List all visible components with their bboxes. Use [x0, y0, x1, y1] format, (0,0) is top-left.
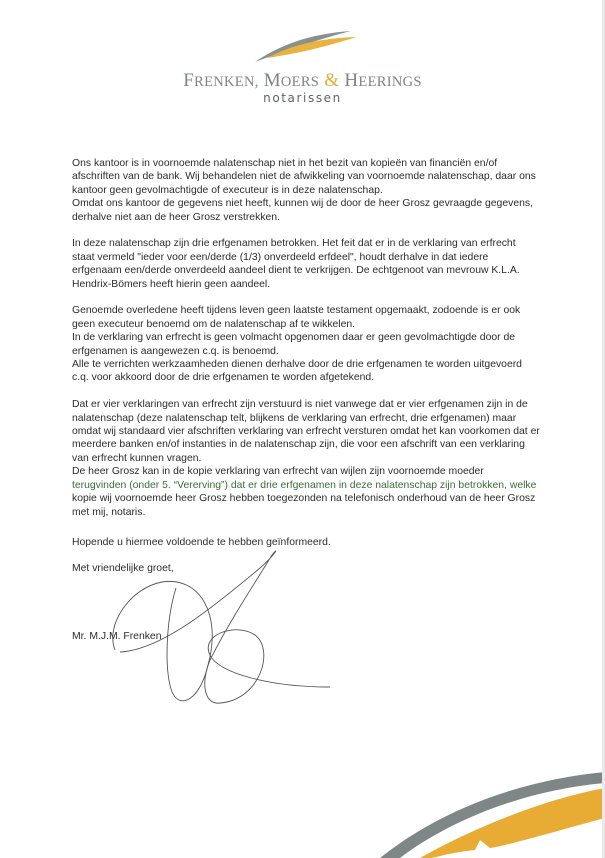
text-line: meerdere banken en/of instanties in de nalatenschap zijn, die voor een afschrift van een verklaring	[72, 439, 525, 451]
text-line: van erfrecht kunnen vragen.	[72, 452, 202, 464]
firm-subtitle: notarissen	[263, 91, 342, 105]
text-line: De heer Grosz kan in de kopie verklaring van erfrecht van wijlen zijn voornoemde moeder	[72, 466, 484, 478]
closing-line: Hopende u hiermee voldoende te hebben geïnformeerd.	[72, 537, 331, 548]
paragraph	[72, 398, 552, 519]
text-line: In de verklaring van erfrecht is geen volmacht opgenomen daar er geen gevolmachtigde door de	[72, 332, 516, 344]
text-line: erfgenamen is aangewezen c.q. is benoemd.	[72, 345, 279, 357]
text-line: met mij, notaris.	[72, 506, 146, 518]
text-line: Dat er vier verklaringen van erfrecht zijn verstuurd is niet vanwege dat er vier erfgenamen zijn in de	[72, 399, 528, 411]
text-line: derhalve niet aan de heer Grosz verstrekken.	[72, 211, 280, 223]
text-line: afschriften van de bank. Wij behandelen niet de afwikkeling van voornoemde nalatenschap, daar ons	[72, 171, 536, 183]
text-line: In deze nalatenschap zijn drie erfgenamen betrokken. Het feit dat er in de verklaring van erfrecht	[72, 238, 516, 250]
feather-logo-icon	[253, 28, 363, 64]
firm-name-part1: FRENKEN, MOERS	[183, 70, 320, 91]
signer-name: Mr. M.J.M. Frenken	[72, 631, 162, 642]
firm-ampersand: &	[324, 70, 340, 91]
text-line: c.q. voor akkoord door de drie erfgenamen te worden afgetekend.	[72, 372, 375, 384]
paragraph	[72, 157, 552, 224]
text-line: Ons kantoor is in voornoemde nalatenschap niet in het bezit van kopieën van financiën en/of	[72, 158, 498, 169]
text-line: kantoor geen gevolmachtigde of executeur is in deze nalatenschap.	[72, 184, 383, 196]
text-line: geen executeur benoemd om de nalatenschap af te wikkelen.	[72, 318, 356, 330]
text-line: Hendrix-Bömers heeft hierin geen aandeel.	[72, 278, 271, 290]
text-line: Genoemde overledene heeft tijdens leven geen laatste testament opgemaakt, zodoende is er ook	[72, 305, 521, 317]
letter-body	[72, 157, 552, 532]
firm-name-part2: HEERINGS	[344, 70, 422, 91]
text-line: omdat wij standaard vier afschriften verklaring van erfrecht versturen omdat het kan voorkomen dat er	[72, 426, 540, 438]
firm-name	[0, 70, 605, 92]
text-line: Alle te verrichten werkzaamheden dienen derhalve door de drie erfgenamen te worden uitgevoerd	[72, 359, 522, 371]
handwritten-signature	[100, 540, 340, 710]
text-line: erfgenaam een/derde onverdeeld aandeel dient te verkrijgen. De echtgenoot van mevrouw K.L.A.	[72, 265, 520, 277]
text-line: terugvinden (onder 5. “Vererving”) dat er drie erfgenamen in deze nalatenschap zijn betrokken, welke	[72, 479, 537, 491]
decorative-swoosh	[360, 740, 605, 858]
greeting-line: Met vriendelijke groet,	[72, 563, 174, 574]
text-line: Omdat ons kantoor de gegevens niet heeft, kunnen wij de door de heer Grosz gevraagde gegevens,	[72, 198, 533, 210]
text-line: nalatenschap (deze nalatenschap telt, blijkens de verklaring van erfrecht, drie erfgenamen) maar	[72, 412, 517, 424]
paragraph	[72, 237, 552, 291]
letterhead	[0, 28, 605, 108]
text-line: staat vermeld "ieder voor een/derde (1/3) onverdeeld erfdeel", houdt derhalve in dat iedere	[72, 251, 489, 263]
text-line: kopie wij voornoemde heer Grosz hebben toegezonden na telefonisch onderhoud van de heer Grosz	[72, 493, 536, 505]
paragraph	[72, 304, 552, 384]
